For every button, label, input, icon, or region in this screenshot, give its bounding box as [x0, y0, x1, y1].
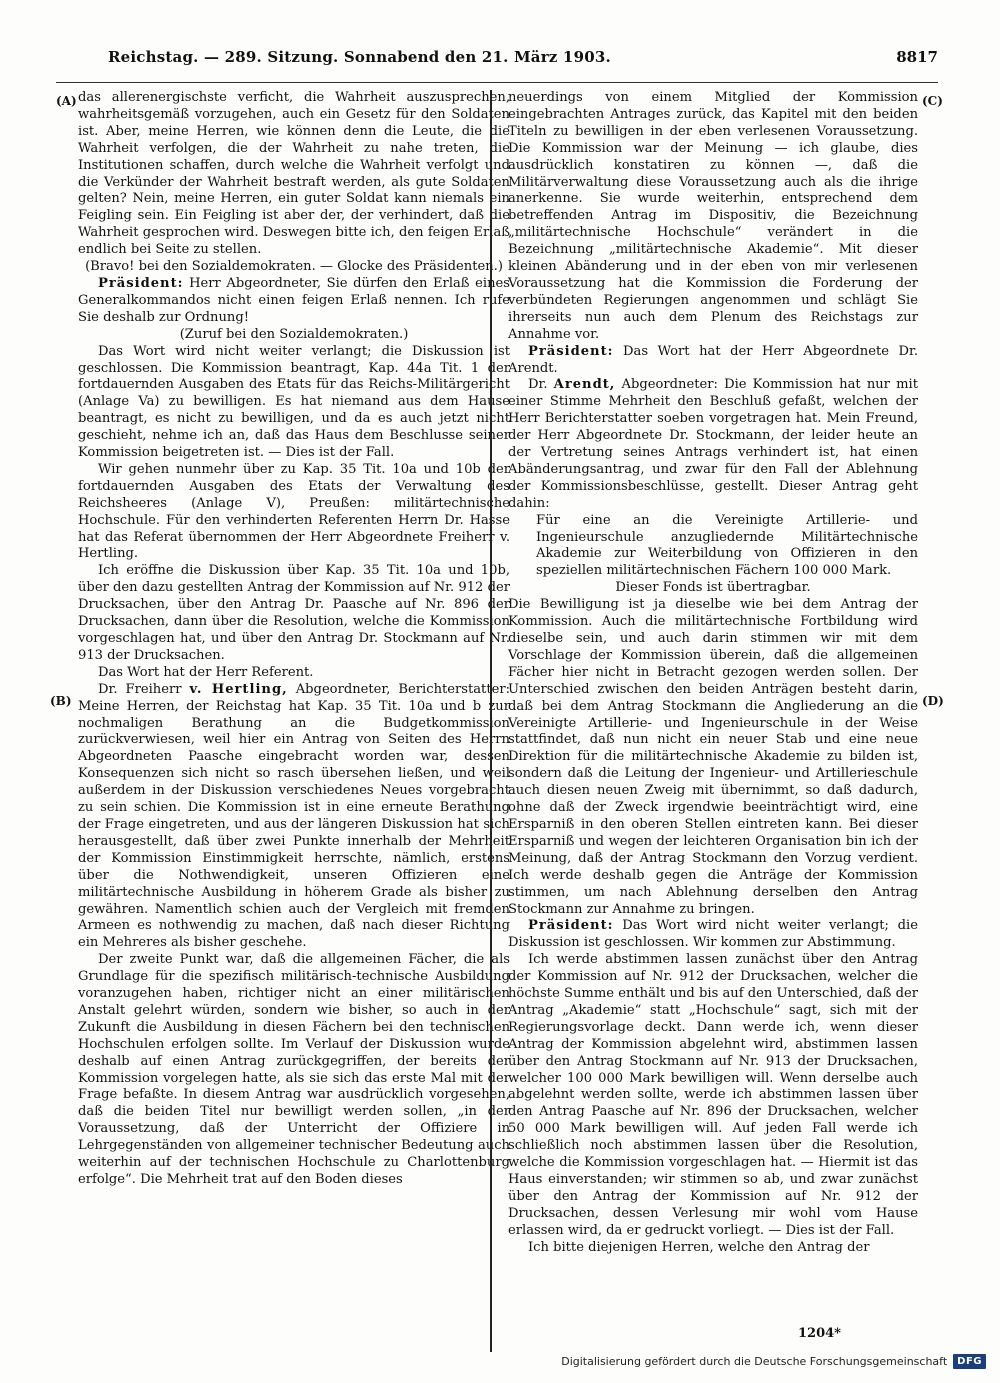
paragraph: neuerdings von einem Mitglied der Kommission eingebrachten Antrages zurück, das Kapitel mit den beiden Titeln zu bewilligen in der eben verlesenen Voraussetzung. Die Kommission war der Meinung — ich glaube, dies ausdrücklich konstatiren zu können —, daß die Militärverwaltung diese Voraussetzung auch als die ihrige anerkenne. Sie wurde weiterhin, entsprechend dem betreffenden Antrag im Dispositiv, die Bezeichnung „militärtechnische Hochschule“ verändert in die Bezeichnung „militärtechnische Akademie“. Mit dieser kleinen Abänderung und in der eben von mir verlesenen Voraussetzung hat die Kommission die Forderung der verbündeten Regierungen angenommen und schlägt Sie ihrerseits nun auch dem Plenum des Reichstags zur Annahme vor.: [508, 90, 918, 342]
margin-marker-a: (A): [56, 94, 77, 108]
right-column: [508, 90, 918, 1257]
speaker-title: Dr. Freiherr: [98, 681, 182, 697]
paragraph: [508, 918, 918, 952]
paragraph: Der zweite Punkt war, daß die allgemeinen Fächer, die als Grundlage für die spezifisch militärisch-technische Ausbildung voranzugehen haben, richtiger nicht an einer militärischen Anstalt gelehrt würden, sondern wie bisher, so auch in der Zukunft die Ausbildung in diesen Fächern bei den technischen Hochschulen erfolgen sollte. Im Verlauf der Diskussion wurde deshalb auf einen Antrag zurückgegriffen, der bereits der Kommission vorgelegen hatte, als sie sich das erste Mal mit der Frage befaßte. In diesem Antrag war ausdrücklich vorgesehen, daß die beiden Titel nur bewilligt werden sollen, „in der Voraussetzung, daß der Unterricht der Offiziere in Lehrgegenständen von allgemeiner technischer Bedeutung auch weiterhin auf der technischen Hochschule zu Charlottenburg erfolge“. Die Mehrheit trat auf den Boden dieses: [78, 952, 510, 1187]
margin-marker-c: (C): [922, 94, 943, 108]
sheet-number: 1204*: [798, 1326, 841, 1341]
speech-text: Abgeordneter, Berichterstatter: Meine Herren, der Reichstag hat Kap. 35 Tit. 10a und b zur nochmaligen Berathung an die Budgetkommission zurückverwiesen, weil hier ein Antrag von Seiten des Herrn Abgeordneten Paasche eingebracht worden war, dessen Konsequenzen sich nicht so rasch übersehen ließen, und weil außerdem in der Diskussion verschiedenes Neues vorgebracht zu sein schien. Die Kommission ist in eine erneute Berathung der Frage eingetreten, und aus der längeren Diskussion hat sich herausgestellt, daß über zwei Punkte innerhalb der Mehrheit der Kommission Einstimmigkeit herrschte, nämlich, erstens über die Nothwendigkeit, unseren Offizieren eine militärtechnische Ausbildung in höherem Grade als bisher zu gewähren. Namentlich schien auch der Vergleich mit fremden Armeen es nothwendig zu machen, daß nach dieser Richtung ein Mehreres als bisher geschehe.: [78, 681, 511, 951]
running-title: Reichstag. — 289. Sitzung. Sonnabend den 21. März 1903.: [108, 48, 611, 66]
speaker-name: Arendt,: [553, 377, 616, 393]
interjection: (Bravo! bei den Sozialdemokraten. — Glocke des Präsidenten.): [85, 259, 503, 275]
interjection: (Zuruf bei den Sozialdemokraten.): [179, 326, 409, 342]
paragraph: Ich eröffne die Diskussion über Kap. 35 Tit. 10a und 10b, über den dazu gestellten Antrag der Kommission auf Nr. 912 der Drucksachen, über den Antrag Dr. Paasche auf Nr. 896 der Drucksachen, dann über die Resolution, welche die Kommission vorgeschlagen hat, und über den Antrag Dr. Stockmann auf Nr. 913 der Drucksachen.: [78, 563, 510, 663]
page-header: [108, 48, 938, 72]
paragraph: Die Bewilligung ist ja dieselbe wie bei dem Antrag der Kommission. Auch die militärtechnische Fortbildung wird dieselbe sein, und auch darin stimmen wir mit dem Vorschlage der Kommission überein, daß die allgemeinen Fächer hier nicht in Betracht gezogen werden sollen. Der Unterschied zwischen den beiden Anträgen besteht darin, daß bei dem Antrag Stockmann die Angliederung an die Vereinigte Artillerie- und Ingenieurschule in der Weise stattfindet, daß nun nicht ein neuer Stab und eine neue Direktion für die militärtechnische Akademie zu bilden ist, sondern daß die Leitung der Ingenieur- und Artillerieschule auch diesen neuen Zweig mit übernimmt, so daß dadurch, ohne daß der Zweck irgendwie beeinträchtigt wird, eine Ersparniß in den oberen Stellen eintreten kann. Bei dieser Ersparniß und wegen der leichteren Organisation bin ich der Meinung, daß der Antrag Stockmann den Vorzug verdient. Ich werde deshalb gegen die Anträge der Kommission stimmen, um nach Ablehnung derselben den Antrag Stockmann zur Annahme zu bringen.: [508, 597, 918, 917]
paragraph: Ich werde abstimmen lassen zunächst über den Antrag der Kommission auf Nr. 912 der Drucksachen, welcher die höchste Summe enthält und bis auf den Unterschied, daß der Antrag „Akademie“ statt „Hochschule“ sagt, sich mit der Regierungsvorlage deckt. Dann werde ich, wenn dieser Antrag der Kommission abgelehnt wird, abstimmen lassen über den Antrag Stockmann auf Nr. 913 der Drucksachen, welcher 100 000 Mark bewilligen will. Wenn derselbe auch abgelehnt werden sollte, werde ich abstimmen lassen über den Antrag Paasche auf Nr. 896 der Drucksachen, welcher 50 000 Mark bewilligen will. Auf jeden Fall werde ich schließlich noch abstimmen lassen über die Resolution, welche die Kommission vorgeschlagen hat. — Hiermit ist das Haus einverstanden; wir stimmen so ab, und zwar zunächst über den Antrag der Kommission auf Nr. 912 der Drucksachen, dessen Verlesung mir wohl vom Hause erlassen wird, da er gedruckt vorliegt. — Dies ist der Fall.: [508, 952, 918, 1238]
page-number: 8817: [896, 48, 938, 66]
speech-text: Abgeordneter: Die Kommission hat nur mit einer Stimme Mehrheit den Beschluß gefaßt, welchen der Herr Berichterstatter soeben vorgetragen hat. Mein Freund, der Herr Abgeordnete Dr. Stockmann, der leider heute an der Vertretung seines Antrags verhindert ist, hat einen Abänderungsantrag, und zwar für den Fall der Ablehnung der Kommissionsbeschlüsse, gestellt. Dieser Antrag geht dahin:: [508, 377, 918, 511]
margin-marker-d: (D): [922, 694, 944, 708]
speech-text: Herr Abgeordneter, Sie dürfen den Erlaß eines Generalkommandos nicht einen feigen Erlaß nennen. Ich rufe Sie deshalb zur Ordnung!: [78, 275, 510, 325]
paragraph: [508, 344, 918, 378]
speaker-name: Präsident:: [528, 918, 614, 934]
speaker-name: Präsident:: [98, 275, 184, 291]
dfg-logo-icon: DFG: [953, 1354, 986, 1369]
paragraph: das allerenergischste verficht, die Wahrheit auszusprechen, wahrheitsgemäß vorzugehen, auch ein Gesetz für den Soldaten ist. Aber, meine Herren, wie können denn die Leute, die die Wahrheit verfolgen, die der Wahrheit zu nahe treten, die Institutionen schaffen, durch welche die Wahrheit verfolgt und die Verkünder der Wahrheit bestraft werden, als gute Soldaten gelten? Nein, meine Herren, ein guter Soldat kann niemals ein Feigling sein. Ein Feigling ist aber der, der verhindert, daß die Wahrheit gesprochen wird. Deswegen bitte ich, den feigen Erlaß endlich bei Seite zu stellen.: [78, 90, 510, 258]
paragraph: [78, 682, 510, 953]
speaker-name: v. Hertling,: [189, 681, 288, 697]
speech-text: Das Wort wird nicht weiter verlangt; die Diskussion ist geschlossen. Wir kommen zur Abstimmung.: [508, 918, 918, 951]
paragraph: Das Wort wird nicht weiter verlangt; die Diskussion ist geschlossen. Die Kommission beantragt, Kap. 44a Tit. 1 der fortdauernden Ausgaben des Etats für das Reichs-Militärgericht (Anlage Va) zu bewilligen. Es hat niemand aus dem Hause beantragt, es nicht zu bewilligen, und da es auch jetzt nicht geschieht, nehme ich an, daß das Haus dem Beschlusse seiner Kommission beigetreten ist. — Dies ist der Fall.: [78, 343, 510, 461]
motion-note: Dieser Fonds ist übertragbar.: [615, 580, 811, 596]
motion-quote: Für eine an die Vereinigte Artillerie- und Ingenieurschule anzugliedernde Militärtechnische Akademie zur Weiterbildung von Offizieren in den speziellen militärtechnischen Fächern 100 000 Mark.: [536, 512, 918, 579]
margin-marker-b: (B): [50, 694, 72, 708]
footer-text: Digitalisierung gefördert durch die Deutsche Forschungsgemeinschaft: [561, 1355, 948, 1368]
speaker-name: Präsident:: [528, 343, 614, 359]
paragraph: Das Wort hat der Herr Referent.: [98, 664, 314, 680]
speaker-title: Dr.: [528, 377, 548, 393]
header-rule: [56, 82, 938, 83]
paragraph: Ich bitte diejenigen Herren, welche den Antrag der: [528, 1239, 870, 1255]
column-divider: [490, 90, 492, 1352]
paragraph: [508, 377, 918, 512]
footer: [561, 1354, 986, 1369]
left-column: [78, 90, 510, 1189]
paragraph: Wir gehen nunmehr über zu Kap. 35 Tit. 10a und 10b der fortdauernden Ausgaben des Etats der Verwaltung des Reichsheeres (Anlage V), Preußen: militärtechnische Hochschule. Für den verhinderten Referenten Herrn Dr. Hasse hat das Referat übernommen der Herr Abgeordnete Freiherr v. Hertling.: [78, 461, 510, 562]
speech-text: Das Wort hat der Herr Abgeordnete Dr. Arendt.: [508, 343, 918, 376]
paragraph: [78, 276, 510, 327]
